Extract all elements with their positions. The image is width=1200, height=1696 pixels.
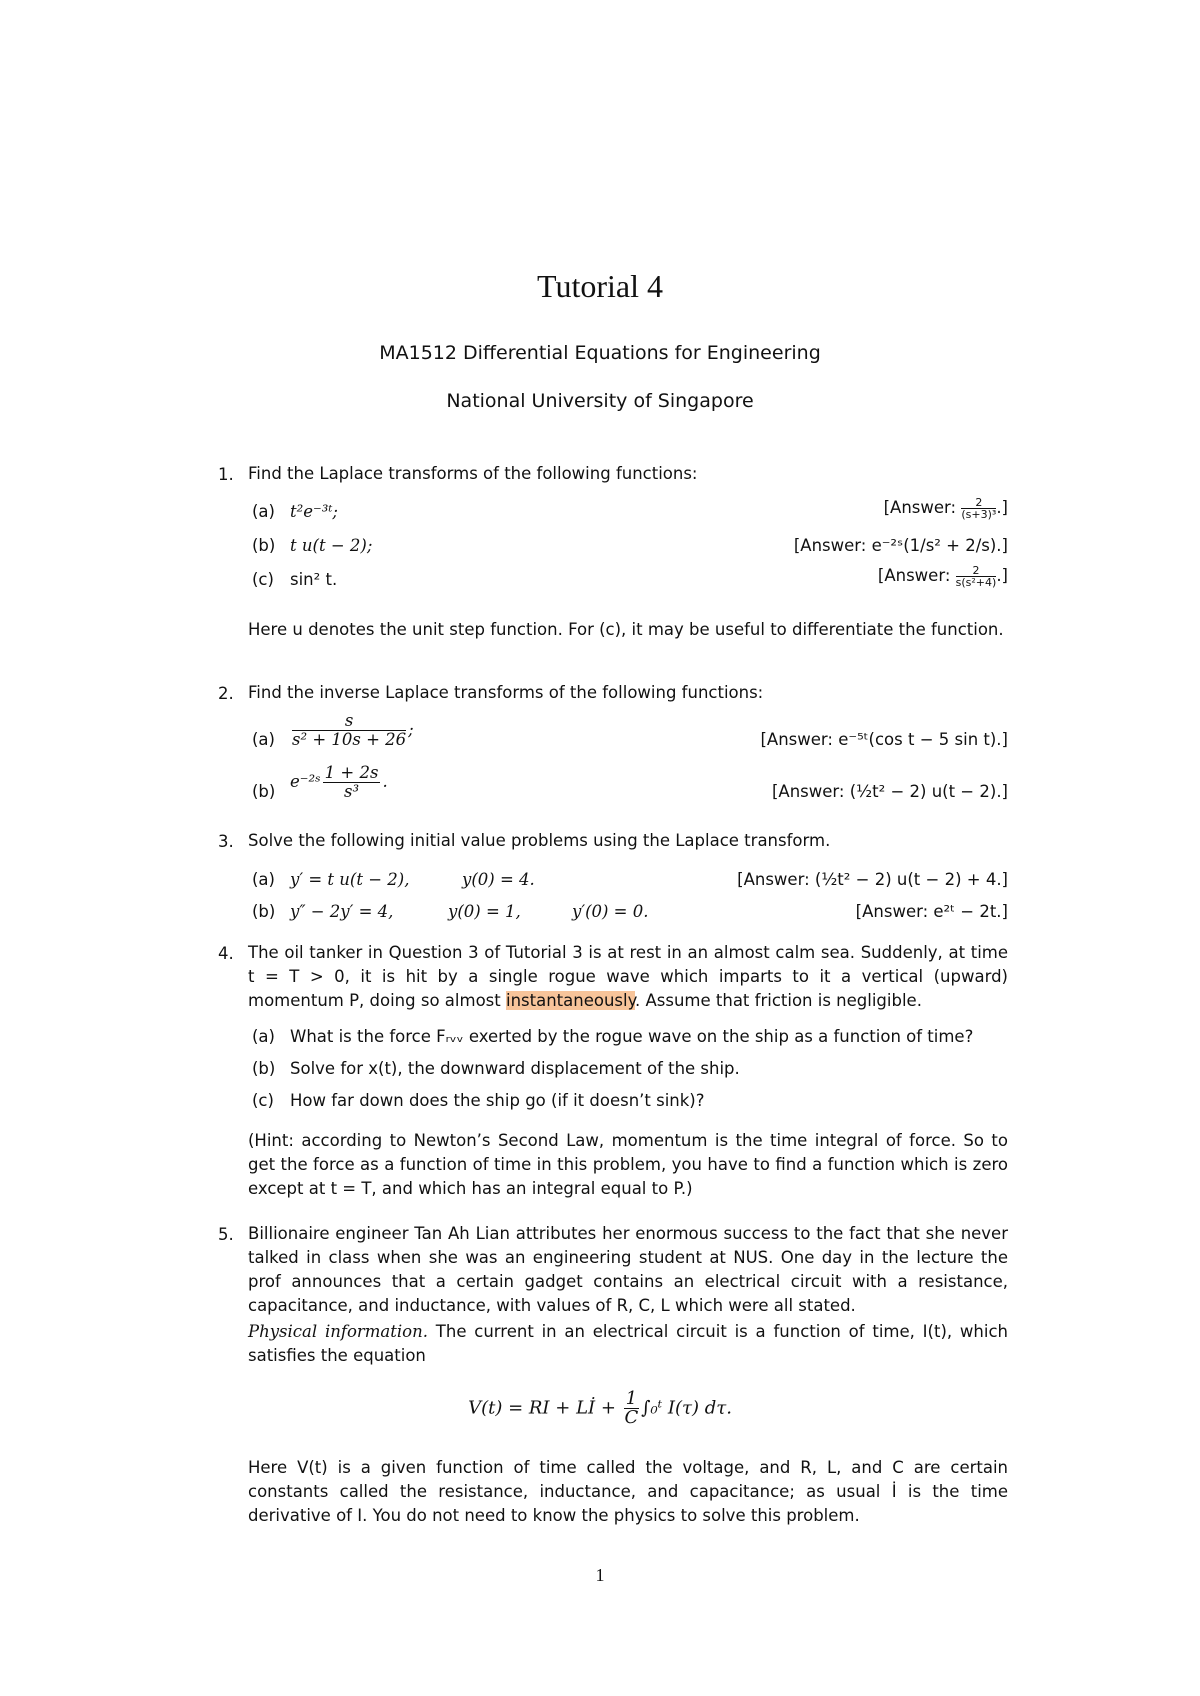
q3-prompt: Solve the following initial value problems using the Laplace transform. <box>248 831 831 850</box>
q1a-answer <box>700 496 1008 520</box>
q3a-answer: [Answer: (½t² − 2) u(t − 2) + 4.] <box>737 870 1008 889</box>
equation-frac-num: 1 <box>625 1388 638 1409</box>
page-number: 1 <box>595 1565 605 1585</box>
q2a-fraction <box>292 712 406 749</box>
q2b-fraction <box>323 764 381 801</box>
q2a-answer: [Answer: e⁻⁵ᵗ(cos t − 5 sin t).] <box>760 730 1008 749</box>
physical-information-label: Physical information. <box>248 1322 428 1341</box>
q2b-expr <box>290 764 388 801</box>
q1-number: 1. <box>218 465 234 484</box>
q1a-answer-num: 2 <box>961 497 996 509</box>
q2b-tail: . <box>382 772 388 791</box>
equation-left: V(t) = RI + Lİ + <box>468 1397 622 1419</box>
university-name: National University of Singapore <box>446 390 754 412</box>
q5-paragraph-3: Here V(t) is a given function of time called the voltage, and R, L, and C are certain constants called the resistance, inductance, and capacitance; as usual İ is the time derivative of I. You do not need to know the physics to solve this problem. <box>248 1458 1008 1525</box>
q2-prompt: Find the inverse Laplace transforms of the following functions: <box>248 683 764 702</box>
q1c-answer-prefix: [Answer: <box>877 566 956 585</box>
q2a-den: s² + 10s + 26 <box>292 730 407 749</box>
q1c-answer-fraction <box>956 565 997 588</box>
q4b-text: Solve for x(t), the downward displacement of the ship. <box>290 1059 740 1078</box>
q1b-label: (b) <box>252 536 276 555</box>
q1c-expr: sin² t. <box>290 570 338 589</box>
q3a-ic: y(0) = 4. <box>462 870 535 889</box>
q1-prompt: Find the Laplace transforms of the following functions: <box>248 464 698 483</box>
q1c-answer <box>700 564 1008 588</box>
page-title: Tutorial 4 <box>537 268 663 304</box>
q1a-label: (a) <box>252 502 275 521</box>
q2a-expr <box>290 712 414 749</box>
q3b-label: (b) <box>252 902 276 921</box>
q4a-label: (a) <box>252 1027 275 1046</box>
q2b-pre: e⁻²ˢ <box>290 772 321 791</box>
q1c-answer-num: 2 <box>956 565 997 577</box>
q1b-expr: t u(t − 2); <box>290 536 373 555</box>
circuit-equation <box>0 1390 1200 1427</box>
q4-paragraph <box>248 941 1008 1013</box>
q1b-answer: [Answer: e⁻²ˢ(1/s² + 2/s).] <box>793 536 1008 555</box>
q4-para-before: The oil tanker in Question 3 of Tutorial 3 is at rest in an almost calm sea. Suddenly, at time t = T > 0, it is hit by a single rogue wave which imparts to it a vertical (upward) momentum P, doing so almost <box>248 943 1008 1010</box>
equation-frac-den: C <box>624 1407 639 1428</box>
equation-right: ∫₀ᵗ I(τ) dτ. <box>641 1397 732 1419</box>
q1a-expr: t²e⁻³ᵗ; <box>290 502 338 521</box>
q4-number: 4. <box>218 944 234 963</box>
q1a-answer-suffix: .] <box>996 498 1008 517</box>
q2b-den: s³ <box>344 782 360 801</box>
physical-information-text: The current in an electrical circuit is a function of time, I(t), which satisfies the equation <box>248 1322 1008 1365</box>
q5-number: 5. <box>218 1225 234 1244</box>
q2b-num: 1 + 2s <box>324 763 379 782</box>
q1-note: Here u denotes the unit step function. For (c), it may be useful to differentiate the function. <box>248 620 1004 639</box>
q3b-ic: y(0) = 1, <box>448 902 521 921</box>
q2a-label: (a) <box>252 730 275 749</box>
q2a-num: s <box>292 712 406 731</box>
q3b-expr: y″ − 2y′ = 4, <box>290 902 394 921</box>
q4-para-after: . Assume that friction is negligible. <box>635 991 922 1010</box>
q4a-text: What is the force Fᵣᵥᵥ exerted by the rogue wave on the ship as a function of time? <box>290 1027 974 1046</box>
q4-hint: (Hint: according to Newton’s Second Law, momentum is the time integral of force. So to get the force as a function of time in this problem, you have to find a function which is zero except at t = T, and which has an integral equal to P.) <box>248 1131 1008 1198</box>
q5-paragraph-2 <box>248 1320 1008 1368</box>
highlighted-word: instantaneously <box>505 991 635 1010</box>
q1c-answer-suffix: .] <box>996 566 1008 585</box>
q3a-label: (a) <box>252 870 275 889</box>
course-name: MA1512 Differential Equations for Engineering <box>379 342 821 364</box>
q1a-answer-den: (s+3)³ <box>961 508 997 521</box>
q3a-expr: y′ = t u(t − 2), <box>290 870 410 889</box>
q1c-label: (c) <box>252 570 274 589</box>
equation-fraction <box>624 1390 639 1427</box>
q1c-answer-den: s(s²+4) <box>955 576 997 589</box>
q3b-answer: [Answer: e²ᵗ − 2t.] <box>855 902 1008 921</box>
q1a-answer-prefix: [Answer: <box>883 498 962 517</box>
q4c-label: (c) <box>252 1091 274 1110</box>
q2b-label: (b) <box>252 782 276 801</box>
q5-paragraph-1: Billionaire engineer Tan Ah Lian attributes her enormous success to the fact that she never talked in class when she was an engineering student at NUS. One day in the lecture the prof announces that a certain gadget contains an electrical circuit with a resistance, capacitance, and inductance, with values of R, C, L which were all stated. <box>248 1224 1008 1315</box>
q4c-text: How far down does the ship go (if it doesn’t sink)? <box>290 1091 705 1110</box>
q2b-answer: [Answer: (½t² − 2) u(t − 2).] <box>771 782 1008 801</box>
q4b-label: (b) <box>252 1059 276 1078</box>
q2a-tail: ; <box>408 720 414 739</box>
q1a-answer-fraction <box>961 497 996 520</box>
q3-number: 3. <box>218 832 234 851</box>
q2-number: 2. <box>218 684 234 703</box>
q3b-ic2: y′(0) = 0. <box>572 902 649 921</box>
